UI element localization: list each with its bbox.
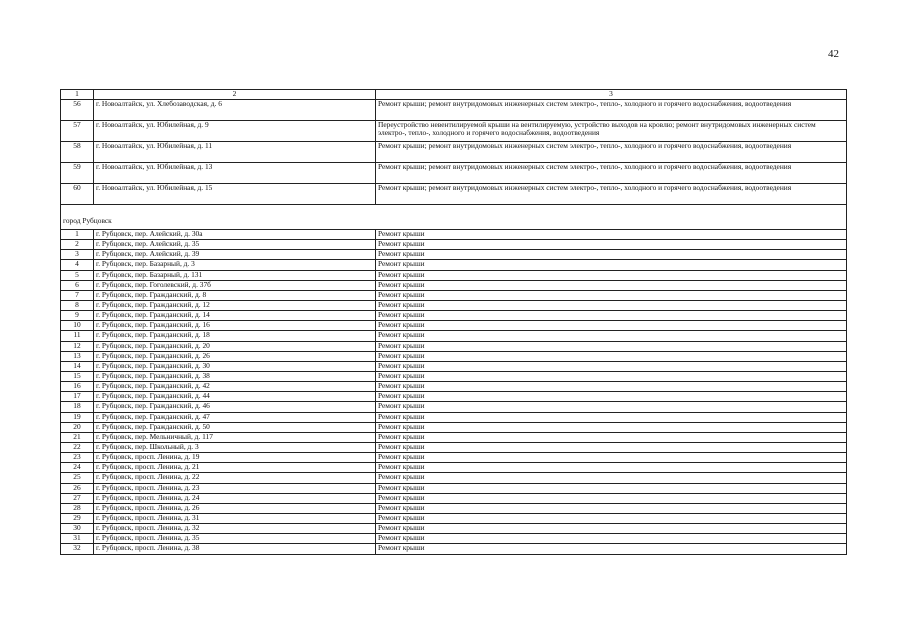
address-cell: г. Новоалтайск, ул. Юбилейная, д. 15 [94, 184, 376, 205]
address-cell: г. Рубцовск, пер. Мельничный, д. 117 [94, 432, 376, 442]
row-number: 4 [61, 260, 94, 270]
section-spacer [61, 205, 847, 217]
row-number: 27 [61, 493, 94, 503]
row-number: 32 [61, 544, 94, 554]
work-type-cell: Ремонт крыши [376, 250, 847, 260]
work-type-cell: Ремонт крыши [376, 453, 847, 463]
address-cell: г. Рубцовск, пер. Базарный, д. 131 [94, 270, 376, 280]
table-row [61, 493, 847, 503]
row-number: 11 [61, 331, 94, 341]
address-cell: г. Рубцовск, пер. Алейский, д. 35 [94, 240, 376, 250]
address-cell: г. Рубцовск, пер. Гражданский, д. 50 [94, 422, 376, 432]
table-row [61, 453, 847, 463]
table-row [61, 483, 847, 493]
work-type-cell: Ремонт крыши; ремонт внутридомовых инженерных систем электро-, тепло-, холодного и горячего водоснабжения, водоотведения [376, 142, 847, 163]
table-row [61, 280, 847, 290]
table-row [61, 311, 847, 321]
row-number: 14 [61, 361, 94, 371]
table-row [61, 544, 847, 554]
work-type-cell: Ремонт крыши [376, 321, 847, 331]
work-type-cell: Ремонт крыши [376, 503, 847, 513]
work-type-cell: Ремонт крыши [376, 230, 847, 240]
work-type-cell: Ремонт крыши; ремонт внутридомовых инженерных систем электро-, тепло-, холодного и горячего водоснабжения, водоотведения [376, 184, 847, 205]
table-row [61, 163, 847, 184]
table-row [61, 473, 847, 483]
address-cell: г. Рубцовск, просп. Ленина, д. 38 [94, 544, 376, 554]
address-cell: г. Рубцовск, пер. Гражданский, д. 16 [94, 321, 376, 331]
address-cell: г. Рубцовск, просп. Ленина, д. 22 [94, 473, 376, 483]
row-number: 7 [61, 290, 94, 300]
table-row [61, 402, 847, 412]
address-cell: г. Рубцовск, пер. Школьный, д. 3 [94, 442, 376, 452]
address-cell: г. Рубцовск, пер. Гоголевский, д. 37б [94, 280, 376, 290]
work-type-cell: Ремонт крыши [376, 483, 847, 493]
row-number: 17 [61, 392, 94, 402]
table-row [61, 321, 847, 331]
table-row [61, 341, 847, 351]
work-type-cell: Ремонт крыши [376, 300, 847, 310]
address-cell: г. Рубцовск, пер. Гражданский, д. 47 [94, 412, 376, 422]
table-row [61, 503, 847, 513]
row-number: 31 [61, 534, 94, 544]
address-cell: г. Новоалтайск, ул. Юбилейная, д. 13 [94, 163, 376, 184]
address-cell: г. Рубцовск, пер. Гражданский, д. 44 [94, 392, 376, 402]
work-type-cell: Ремонт крыши [376, 341, 847, 351]
row-number: 12 [61, 341, 94, 351]
table-row [61, 290, 847, 300]
row-number: 13 [61, 351, 94, 361]
address-cell: г. Рубцовск, просп. Ленина, д. 31 [94, 513, 376, 523]
address-cell: г. Рубцовск, пер. Гражданский, д. 8 [94, 290, 376, 300]
address-cell: г. Рубцовск, пер. Гражданский, д. 12 [94, 300, 376, 310]
table-row [61, 463, 847, 473]
row-number: 9 [61, 311, 94, 321]
column-number-2: 2 [94, 90, 376, 100]
section-spacer-cell [61, 205, 847, 217]
row-number: 10 [61, 321, 94, 331]
address-cell: г. Рубцовск, просп. Ленина, д. 26 [94, 503, 376, 513]
work-type-cell: Ремонт крыши [376, 544, 847, 554]
column-number-1: 1 [61, 90, 94, 100]
work-type-cell: Ремонт крыши [376, 422, 847, 432]
work-type-cell: Ремонт крыши [376, 351, 847, 361]
row-number: 22 [61, 442, 94, 452]
row-number: 1 [61, 230, 94, 240]
table-row [61, 100, 847, 121]
table-row [61, 534, 847, 544]
table-row [61, 432, 847, 442]
address-cell: г. Рубцовск, пер. Гражданский, д. 18 [94, 331, 376, 341]
work-type-cell: Ремонт крыши; ремонт внутридомовых инженерных систем электро-, тепло-, холодного и горячего водоснабжения, водоотведения [376, 163, 847, 184]
address-cell: г. Рубцовск, пер. Алейский, д. 39 [94, 250, 376, 260]
table-row [61, 371, 847, 381]
row-number: 26 [61, 483, 94, 493]
address-cell: г. Рубцовск, просп. Ленина, д. 24 [94, 493, 376, 503]
table-row [61, 382, 847, 392]
row-number: 16 [61, 382, 94, 392]
work-type-cell: Ремонт крыши [376, 513, 847, 523]
row-number: 20 [61, 422, 94, 432]
address-cell: г. Новоалтайск, ул. Хлебозаводская, д. 6 [94, 100, 376, 121]
row-number: 5 [61, 270, 94, 280]
work-type-cell: Ремонт крыши [376, 290, 847, 300]
work-type-cell: Ремонт крыши [376, 270, 847, 280]
work-type-cell: Ремонт крыши [376, 442, 847, 452]
work-type-cell: Ремонт крыши [376, 280, 847, 290]
row-number: 8 [61, 300, 94, 310]
address-cell: г. Новоалтайск, ул. Юбилейная, д. 11 [94, 142, 376, 163]
table-row [61, 184, 847, 205]
address-cell: г. Рубцовск, просп. Ленина, д. 23 [94, 483, 376, 493]
row-number: 24 [61, 463, 94, 473]
row-number: 60 [61, 184, 94, 205]
row-number: 18 [61, 402, 94, 412]
work-type-cell: Ремонт крыши [376, 402, 847, 412]
address-cell: г. Рубцовск, пер. Гражданский, д. 30 [94, 361, 376, 371]
work-type-cell: Ремонт крыши [376, 311, 847, 321]
row-number: 56 [61, 100, 94, 121]
address-cell: г. Рубцовск, пер. Базарный, д. 3 [94, 260, 376, 270]
table-row [61, 230, 847, 240]
address-cell: г. Рубцовск, просп. Ленина, д. 19 [94, 453, 376, 463]
work-type-cell: Ремонт крыши [376, 524, 847, 534]
table-row [61, 250, 847, 260]
page-number: 42 [828, 48, 839, 60]
column-number-3: 3 [376, 90, 847, 100]
address-cell: г. Рубцовск, пер. Алейский, д. 30а [94, 230, 376, 240]
table-row [61, 142, 847, 163]
row-number: 59 [61, 163, 94, 184]
work-type-cell: Ремонт крыши [376, 382, 847, 392]
row-number: 19 [61, 412, 94, 422]
address-cell: г. Рубцовск, пер. Гражданский, д. 20 [94, 341, 376, 351]
work-type-cell: Ремонт крыши [376, 240, 847, 250]
address-cell: г. Рубцовск, просп. Ленина, д. 35 [94, 534, 376, 544]
row-number: 29 [61, 513, 94, 523]
address-cell: г. Рубцовск, пер. Гражданский, д. 14 [94, 311, 376, 321]
section-title: город Рубцовск [61, 216, 847, 230]
row-number: 23 [61, 453, 94, 463]
table-row [61, 270, 847, 280]
table-row [61, 240, 847, 250]
work-type-cell: Ремонт крыши [376, 392, 847, 402]
row-number: 6 [61, 280, 94, 290]
row-number: 25 [61, 473, 94, 483]
row-number: 28 [61, 503, 94, 513]
table-row [61, 524, 847, 534]
table-row [61, 392, 847, 402]
table-row [61, 412, 847, 422]
work-type-cell: Ремонт крыши [376, 260, 847, 270]
row-number: 3 [61, 250, 94, 260]
table-row [61, 513, 847, 523]
table-row [61, 422, 847, 432]
row-number: 15 [61, 371, 94, 381]
table-row [61, 300, 847, 310]
address-cell: г. Рубцовск, пер. Гражданский, д. 26 [94, 351, 376, 361]
table-row [61, 442, 847, 452]
address-cell: г. Новоалтайск, ул. Юбилейная, д. 9 [94, 121, 376, 142]
address-cell: г. Рубцовск, пер. Гражданский, д. 42 [94, 382, 376, 392]
address-cell: г. Рубцовск, просп. Ленина, д. 21 [94, 463, 376, 473]
work-type-cell: Ремонт крыши [376, 463, 847, 473]
section-heading-row [61, 216, 847, 230]
address-cell: г. Рубцовск, пер. Гражданский, д. 46 [94, 402, 376, 412]
table-row [61, 121, 847, 142]
table-row [61, 331, 847, 341]
row-number: 2 [61, 240, 94, 250]
work-type-cell: Переустройство невентилируемой крыши на вентилируемую, устройство выходов на кровлю; ремонт внутридомовых инженерных систем электро-, тепло-, холодного и горячего водоснабжения, водоотведения [376, 121, 847, 142]
row-number: 21 [61, 432, 94, 442]
work-type-cell: Ремонт крыши [376, 412, 847, 422]
column-number-row [61, 90, 847, 100]
work-type-cell: Ремонт крыши [376, 493, 847, 503]
row-number: 57 [61, 121, 94, 142]
row-number: 30 [61, 524, 94, 534]
work-type-cell: Ремонт крыши; ремонт внутридомовых инженерных систем электро-, тепло-, холодного и горячего водоснабжения, водоотведения [376, 100, 847, 121]
address-cell: г. Рубцовск, просп. Ленина, д. 32 [94, 524, 376, 534]
work-type-cell: Ремонт крыши [376, 331, 847, 341]
work-type-cell: Ремонт крыши [376, 473, 847, 483]
row-number: 58 [61, 142, 94, 163]
table-row [61, 361, 847, 371]
table-row [61, 351, 847, 361]
address-cell: г. Рубцовск, пер. Гражданский, д. 38 [94, 371, 376, 381]
work-type-cell: Ремонт крыши [376, 432, 847, 442]
table-row [61, 260, 847, 270]
work-type-cell: Ремонт крыши [376, 361, 847, 371]
work-type-cell: Ремонт крыши [376, 371, 847, 381]
table-body [61, 90, 847, 555]
repair-program-table [60, 89, 847, 555]
work-type-cell: Ремонт крыши [376, 534, 847, 544]
